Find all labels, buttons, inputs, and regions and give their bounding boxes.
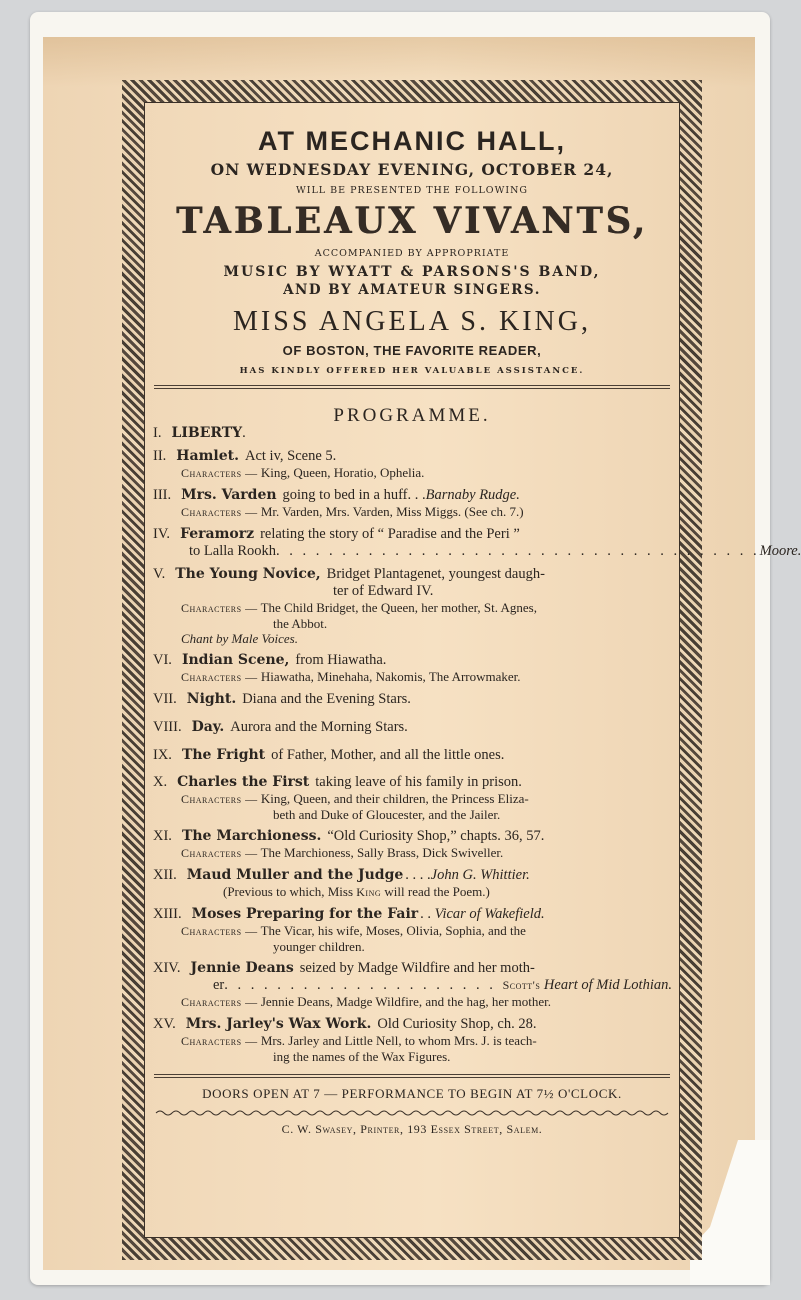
- double-rule: [154, 385, 670, 389]
- item-number: XIII.: [153, 906, 182, 922]
- item-number: V.: [153, 566, 166, 582]
- date-line: ON WEDNESDAY EVENING, OCTOBER 24,: [210, 160, 614, 179]
- item-number: XV.: [153, 1016, 176, 1032]
- item-number: VIII.: [153, 719, 182, 735]
- characters-continuation: beth and Duke of Gloucester, and the Jailer.: [273, 807, 501, 822]
- item-author: Scott's: [502, 978, 541, 992]
- item-text: “Old Curiosity Shop,” chapts. 36, 57.: [327, 828, 545, 844]
- reader-name-smallcaps: King: [356, 885, 382, 899]
- item-note-end: will read the Poem.): [384, 884, 490, 899]
- leader-dots: . . . . . . . . . . . . . . . . . . . . .: [224, 977, 496, 993]
- programme-item: [153, 960, 672, 1010]
- item-text: of Father, Mother, and all the little ones.: [271, 747, 505, 763]
- item-source: Barnaby Rudge.: [425, 487, 520, 503]
- footer-double-rule: [154, 1074, 670, 1078]
- item-text: Bridget Plantagenet, youngest daugh-: [326, 566, 545, 582]
- characters-list: King, Queen, and their children, the Princess Eliza-: [260, 791, 529, 806]
- characters-list: Hiawatha, Minehaha, Nakomis, The Arrowmaker.: [260, 669, 521, 684]
- item-number: XI.: [153, 828, 172, 844]
- characters-list: Jennie Deans, Madge Wildfire, and the hag, her mother.: [260, 994, 552, 1009]
- item-continuation: to Lalla Rookh: [189, 543, 276, 559]
- item-number: IX.: [153, 747, 172, 763]
- item-title: LIBERTY: [171, 425, 243, 441]
- programme-item: [153, 566, 672, 646]
- item-text: .: [242, 425, 246, 441]
- item-number: II.: [153, 448, 167, 464]
- item-text: from Hiawatha.: [295, 652, 387, 668]
- characters-list: The Vicar, his wife, Moses, Olivia, Sophia, and the: [260, 923, 526, 938]
- item-title: Hamlet.: [176, 448, 239, 464]
- programme-item: [153, 487, 672, 520]
- accompanied-line: ACCOMPANIED BY APPROPRIATE: [314, 248, 510, 259]
- item-text: . .: [420, 906, 432, 922]
- programme-item: [153, 867, 672, 900]
- show-title: TABLEAUX VIVANTS,: [176, 200, 648, 242]
- characters-label: Characters —: [181, 995, 258, 1009]
- printer-line: C. W. Swasey, Printer, 193 Essex Street, Salem.: [281, 1122, 543, 1136]
- characters-continuation: the Abbot.: [273, 616, 328, 631]
- programme-item: [153, 828, 672, 861]
- item-title: The Marchioness.: [181, 828, 322, 844]
- programme-item: [153, 747, 672, 764]
- item-source: John G. Whittier.: [430, 867, 530, 883]
- item-title: Moses Preparing for the Fair: [191, 906, 419, 922]
- item-text: going to bed in a huff. . .: [282, 487, 426, 503]
- programme-list: [148, 425, 801, 1064]
- characters-label: Characters —: [181, 505, 258, 519]
- singers-line: AND BY AMATEUR SINGERS.: [283, 282, 541, 298]
- characters-list: Mrs. Jarley and Little Nell, to whom Mrs. J. is teach-: [260, 1033, 537, 1048]
- item-text: . . . .: [405, 867, 431, 883]
- item-title: The Fright: [181, 747, 266, 763]
- characters-label: Characters —: [181, 466, 258, 480]
- leader-dots: . . . . . . . . . . . . . . . . . . . . . . . . . . . . . . . . . . . . .: [276, 543, 760, 559]
- item-number: XIV.: [153, 960, 181, 976]
- item-title: Indian Scene,: [181, 652, 290, 668]
- item-number: X.: [153, 774, 168, 790]
- item-source: Vicar of Wakefield.: [434, 906, 545, 922]
- reader-name: MISS ANGELA S. KING,: [233, 306, 591, 337]
- programme-item: [153, 526, 801, 560]
- item-number: I.: [153, 425, 162, 441]
- item-source: Heart of Mid Lothian.: [543, 977, 672, 993]
- item-title: The Young Novice,: [175, 566, 321, 582]
- programme-item: [153, 448, 672, 481]
- item-text: relating the story of “ Paradise and the Peri ”: [260, 526, 520, 542]
- characters-label: Characters —: [181, 1034, 258, 1048]
- item-title: Day.: [191, 719, 225, 735]
- item-source: Moore.: [759, 543, 801, 559]
- item-number: III.: [153, 487, 172, 503]
- programme-item: [153, 719, 672, 736]
- item-title: Feramorz: [180, 526, 255, 542]
- item-note: Chant by Male Voices.: [181, 631, 298, 646]
- item-text: Diana and the Evening Stars.: [242, 691, 411, 707]
- reader-origin: OF BOSTON, THE FAVORITE READER,: [282, 343, 542, 358]
- programme-item: [153, 774, 672, 822]
- characters-continuation: ing the names of the Wax Figures.: [273, 1049, 451, 1064]
- characters-label: Characters —: [181, 670, 258, 684]
- programme-item: [153, 691, 672, 708]
- programme-item: [153, 1016, 672, 1064]
- characters-label: Characters —: [181, 792, 258, 806]
- item-number: XII.: [153, 867, 177, 883]
- item-number: VI.: [153, 652, 172, 668]
- item-number: VII.: [153, 691, 177, 707]
- characters-label: Characters —: [181, 846, 258, 860]
- music-line: MUSIC BY WYATT & PARSONS'S BAND,: [223, 264, 601, 280]
- programme-item: [153, 652, 672, 685]
- item-title: Night.: [186, 691, 237, 707]
- characters-continuation: younger children.: [273, 939, 365, 954]
- item-number: IV.: [153, 526, 171, 542]
- characters-list: King, Queen, Horatio, Ophelia.: [260, 465, 425, 480]
- item-continuation: er: [213, 977, 225, 993]
- programme-item: [153, 906, 672, 954]
- characters-label: Characters —: [181, 924, 258, 938]
- characters-list: The Marchioness, Sally Brass, Dick Swiveller.: [260, 845, 504, 860]
- item-title: Mrs. Jarley's Wax Work.: [185, 1016, 372, 1032]
- wavy-rule: [156, 1109, 668, 1117]
- item-text: taking leave of his family in prison.: [315, 774, 522, 790]
- item-note: (Previous to which, Miss: [223, 884, 353, 899]
- programme-title: PROGRAMME.: [333, 405, 491, 426]
- characters-list: Mr. Varden, Mrs. Varden, Miss Miggs. (See ch. 7.): [260, 504, 524, 519]
- item-text: seized by Madge Wildfire and her moth-: [299, 960, 535, 976]
- item-text: Act iv, Scene 5.: [244, 448, 337, 464]
- characters-list: The Child Bridget, the Queen, her mother, St. Agnes,: [260, 600, 537, 615]
- venue-heading: AT MECHANIC HALL,: [258, 126, 566, 156]
- playbill-content: [148, 104, 801, 1236]
- item-text: Old Curiosity Shop, ch. 28.: [377, 1016, 537, 1032]
- item-continuation: ter of Edward IV.: [333, 583, 434, 599]
- presented-line: WILL BE PRESENTED THE FOLLOWING: [295, 185, 528, 196]
- assistance-line: HAS KINDLY OFFERED HER VALUABLE ASSISTANCE.: [239, 366, 585, 376]
- item-title: Charles the First: [177, 774, 310, 790]
- programme-item: [153, 425, 672, 442]
- item-text: Aurora and the Morning Stars.: [230, 719, 408, 735]
- item-title: Maud Muller and the Judge: [186, 867, 404, 883]
- item-title: Mrs. Varden: [181, 487, 277, 503]
- item-title: Jennie Deans: [190, 960, 294, 976]
- characters-label: Characters —: [181, 601, 258, 615]
- doors-open-line: DOORS OPEN AT 7 — PERFORMANCE TO BEGIN AT 7½ O'CLOCK.: [202, 1086, 622, 1101]
